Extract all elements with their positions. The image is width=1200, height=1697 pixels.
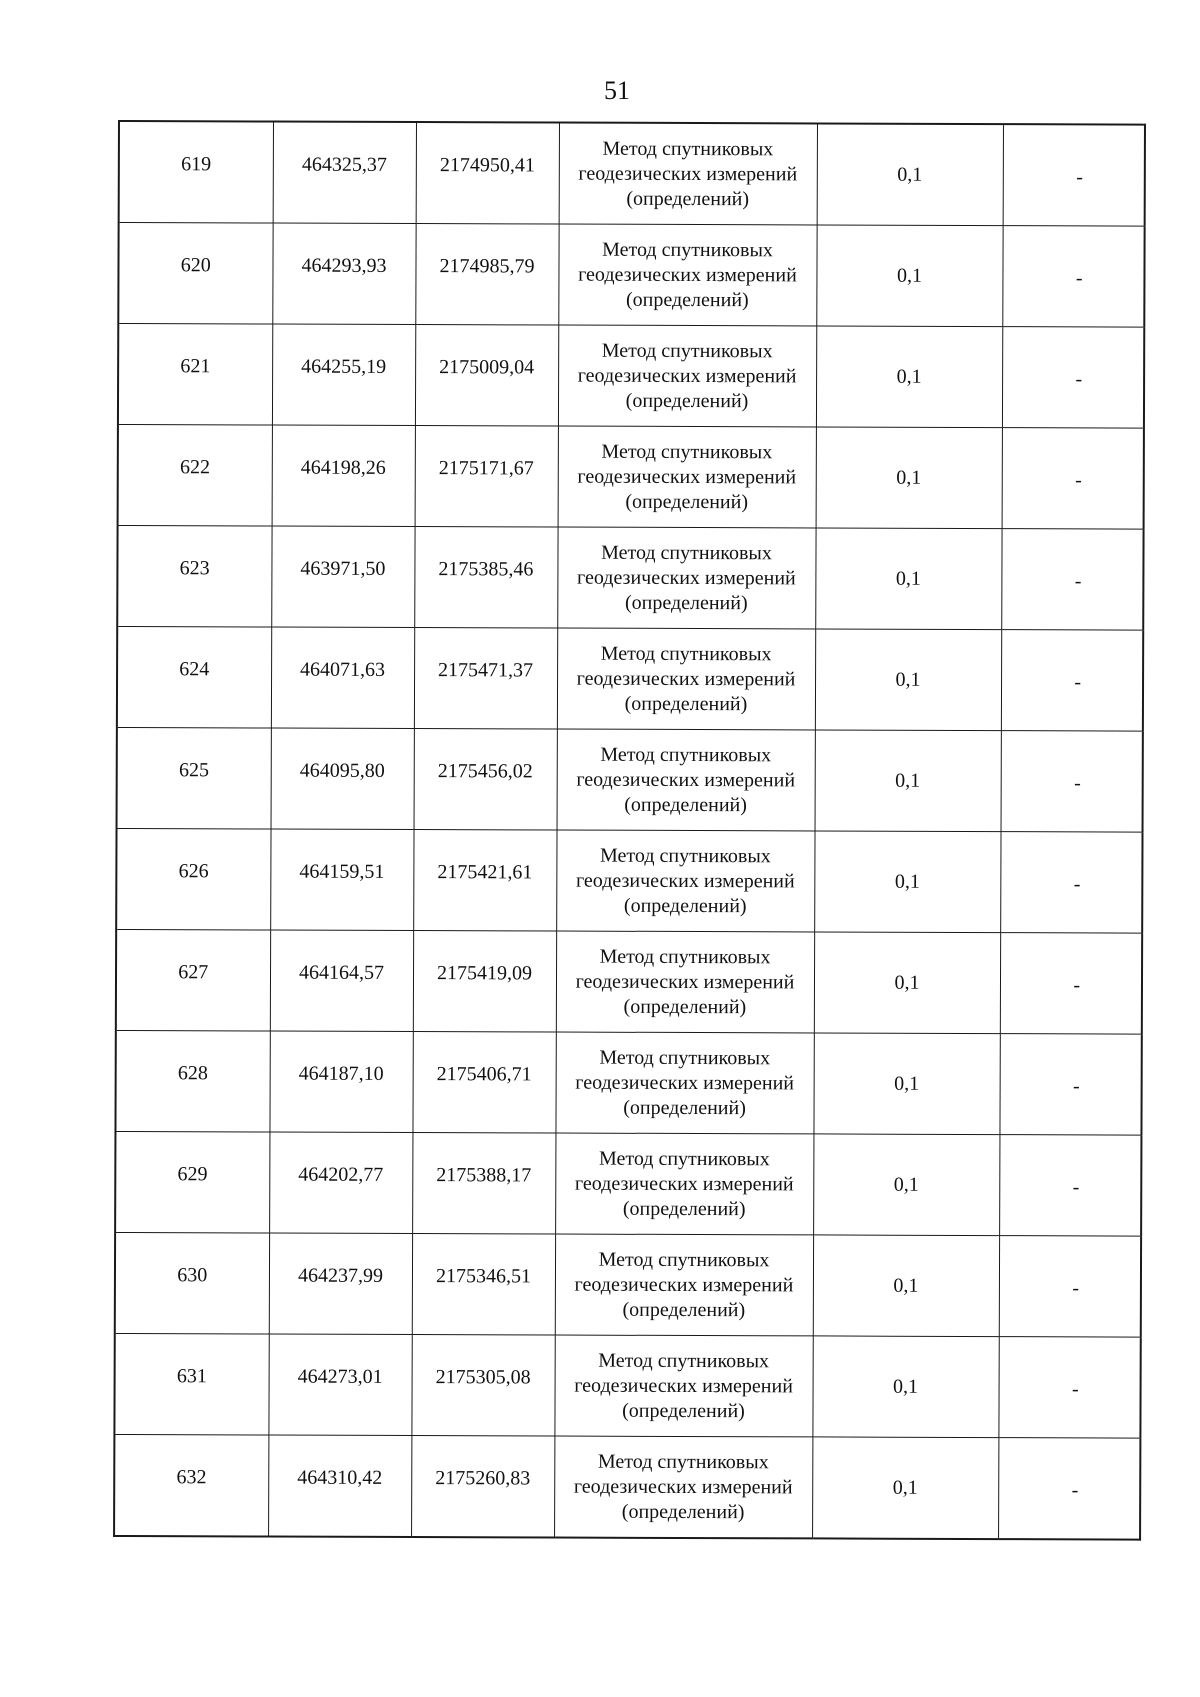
x-coordinate-cell [271,526,414,627]
accuracy-cell [815,730,1001,832]
accuracy-cell [814,932,1000,1034]
description-cell [998,1438,1140,1540]
method-cell [557,729,815,831]
point-number-cell [117,526,271,628]
x-coordinate: 464202,77 [298,1163,384,1186]
table-row [118,425,1144,530]
method-text: Метод спутниковых геодезических измерений (определений) [574,1147,794,1220]
y-coordinate: 2175260,83 [435,1467,531,1490]
x-coordinate-cell [269,1132,412,1233]
y-coordinate: 2175419,09 [436,962,533,985]
description-value: - [1075,267,1083,290]
accuracy-value: 0,1 [895,567,921,590]
x-coordinate: 464255,19 [301,355,387,378]
point-number-cell [117,627,271,729]
point-number: 631 [176,1365,207,1388]
y-coordinate: 2175305,08 [435,1366,531,1389]
accuracy-cell [813,1134,999,1236]
x-coordinate-cell [272,324,415,425]
description-value: - [1076,166,1083,189]
method-cell [556,830,814,932]
x-coordinate: 463971,50 [300,557,386,580]
accuracy-cell [817,123,1003,225]
y-coordinate-cell [415,325,558,426]
accuracy-value: 0,1 [896,466,922,489]
point-number: 629 [177,1163,208,1186]
method-text: Метод спутниковых геодезических измерений (определений) [577,541,796,614]
y-coordinate: 2175009,04 [439,356,535,379]
coordinates-table-body [114,121,1145,1540]
description-cell [1000,832,1142,933]
point-number-cell [114,1434,268,1536]
description-cell [999,1034,1141,1135]
y-coordinate: 2174950,41 [439,154,535,177]
method-text: Метод спутниковых геодезических измерений (определений) [576,642,796,715]
y-coordinate-cell [411,1436,554,1538]
y-coordinate-cell [415,224,558,325]
description-cell [998,1337,1140,1438]
point-number-cell [116,929,270,1031]
x-coordinate: 464310,42 [297,1466,383,1489]
accuracy-value: 0,1 [893,1173,919,1196]
x-coordinate: 464187,10 [298,1062,384,1085]
accuracy-value: 0,1 [895,769,921,792]
method-cell [558,426,816,528]
point-number-cell [118,324,272,426]
table-row [118,223,1144,328]
point-number-cell [119,121,273,223]
x-coordinate-cell [269,1031,412,1132]
x-coordinate-cell [268,1435,411,1537]
accuracy-cell [816,326,1002,428]
description-value: - [1074,772,1081,795]
point-number-cell [118,425,272,527]
point-number: 620 [180,254,211,277]
x-coordinate-cell [269,1233,412,1334]
x-coordinate: 464237,99 [297,1264,384,1287]
accuracy-cell [815,528,1001,630]
description-value: - [1075,368,1083,391]
point-number-cell [117,727,271,829]
y-coordinate-cell [413,830,556,931]
x-coordinate: 464071,63 [300,658,386,681]
table-row [115,1232,1141,1337]
y-coordinate: 2175456,02 [437,760,533,783]
x-coordinate: 464198,26 [300,456,386,479]
description-value: - [1075,469,1082,492]
x-coordinate-cell [272,223,415,324]
method-cell [557,628,815,730]
description-value: - [1073,974,1081,997]
table-row [115,1131,1141,1236]
x-coordinate: 464273,01 [297,1365,383,1388]
page-number: 51 [604,76,630,105]
description-cell [999,1135,1141,1236]
y-coordinate: 2175346,51 [435,1265,532,1288]
accuracy-value: 0,1 [893,1375,919,1398]
point-number-cell [118,223,272,325]
table-row [119,121,1145,226]
method-cell [554,1335,812,1437]
method-text: Метод спутниковых геодезических измерений (определений) [577,440,797,513]
table-row [116,929,1142,1034]
point-number: 622 [179,456,211,479]
description-value: - [1074,671,1082,694]
method-text: Метод спутниковых геодезических измерений (определений) [575,1046,795,1119]
accuracy-cell [814,831,1000,933]
accuracy-value: 0,1 [892,1476,918,1499]
table-row [117,727,1143,832]
table-row [116,828,1142,933]
method-text: Метод спутниковых геодезических измерений (определений) [575,844,795,917]
point-number: 621 [180,355,211,378]
x-coordinate: 464325,37 [301,153,387,176]
y-coordinate: 2175406,71 [436,1063,532,1086]
x-coordinate-cell [272,425,415,526]
method-text: Метод спутниковых геодезических измерений (определений) [573,1450,793,1523]
method-cell [557,527,815,629]
point-number: 628 [177,1062,208,1085]
table-row [114,1434,1140,1539]
y-coordinate-cell [412,1133,555,1234]
x-coordinate-cell [270,829,413,930]
x-coordinate-cell [270,930,413,1031]
x-coordinate-cell [271,728,414,829]
accuracy-cell [812,1437,998,1539]
method-cell [558,325,816,427]
y-coordinate-cell [414,527,557,628]
description-cell [1001,529,1143,630]
method-cell [559,123,817,225]
description-value: - [1072,1176,1080,1199]
point-number-cell [115,1232,269,1334]
point-number-cell [116,828,270,930]
y-coordinate: 2175388,17 [436,1164,532,1187]
y-coordinate-cell [414,628,557,729]
description-value: - [1074,570,1082,593]
accuracy-cell [813,1235,999,1337]
point-number-cell [115,1030,269,1132]
y-coordinate-cell [415,426,558,527]
accuracy-value: 0,1 [894,971,920,994]
description-value: - [1071,1378,1079,1401]
accuracy-cell [813,1033,999,1135]
point-number: 623 [179,557,210,580]
y-coordinate-cell [412,1234,555,1335]
description-cell [1001,731,1143,832]
accuracy-value: 0,1 [897,163,923,186]
accuracy-value: 0,1 [896,365,922,388]
point-number: 619 [181,153,212,176]
x-coordinate-cell [271,627,414,728]
y-coordinate: 2175471,37 [438,659,534,682]
y-coordinate-cell [412,1032,555,1133]
method-text: Метод спутниковых геодезических измерений (определений) [576,743,796,816]
accuracy-value: 0,1 [896,264,922,287]
point-number: 625 [178,759,210,782]
method-text: Метод спутниковых геодезических измерений (определений) [578,137,798,210]
y-coordinate: 2175385,46 [438,558,534,581]
table-row [115,1030,1141,1135]
accuracy-value: 0,1 [894,870,920,893]
description-cell [1000,933,1142,1034]
method-cell [555,1234,813,1336]
method-cell [556,931,814,1033]
accuracy-cell [816,225,1002,327]
method-text: Метод спутниковых геодезических измерений (определений) [575,945,795,1018]
point-number-cell [114,1333,268,1435]
method-text: Метод спутниковых геодезических измерений (определений) [577,339,797,412]
description-cell [1002,428,1144,529]
method-text: Метод спутниковых геодезических измерений (определений) [574,1248,794,1321]
description-value: - [1072,1277,1080,1300]
description-value: - [1071,1479,1079,1502]
description-cell [1002,327,1144,428]
point-number: 627 [178,961,209,984]
method-text: Метод спутниковых геодезических измерений (определений) [578,238,797,311]
accuracy-value: 0,1 [895,668,921,691]
x-coordinate: 464293,93 [301,254,387,277]
accuracy-value: 0,1 [893,1274,919,1297]
description-cell [999,1236,1141,1337]
y-coordinate-cell [416,122,559,224]
accuracy-cell [816,427,1002,529]
method-cell [558,224,816,326]
description-value: - [1073,1075,1080,1098]
coordinates-table [113,120,1146,1541]
point-number-cell [115,1131,269,1233]
y-coordinate-cell [414,729,557,830]
description-value: - [1073,873,1081,896]
accuracy-cell [815,629,1001,731]
x-coordinate-cell [273,122,416,224]
y-coordinate-cell [411,1335,554,1436]
y-coordinate: 2175421,61 [437,861,533,884]
table-row [118,324,1144,429]
table-row [117,627,1143,732]
y-coordinate: 2175171,67 [438,457,534,480]
description-cell [1001,630,1143,731]
accuracy-cell [812,1336,998,1438]
point-number: 630 [177,1264,208,1287]
point-number: 632 [176,1466,207,1489]
x-coordinate-cell [268,1334,411,1435]
x-coordinate: 464095,80 [299,759,385,782]
method-cell [554,1436,812,1538]
x-coordinate: 464164,57 [298,961,385,984]
accuracy-value: 0,1 [894,1072,920,1095]
x-coordinate: 464159,51 [299,860,385,883]
table-row [114,1333,1140,1438]
y-coordinate: 2174985,79 [439,255,535,278]
y-coordinate-cell [413,931,556,1032]
description-cell [1002,226,1144,327]
table-row [117,526,1143,631]
point-number: 624 [179,658,210,681]
method-cell [555,1133,813,1235]
method-cell [555,1032,813,1134]
point-number: 626 [178,860,209,883]
description-cell [1003,124,1145,226]
method-text: Метод спутниковых геодезических измерений (определений) [574,1349,793,1422]
